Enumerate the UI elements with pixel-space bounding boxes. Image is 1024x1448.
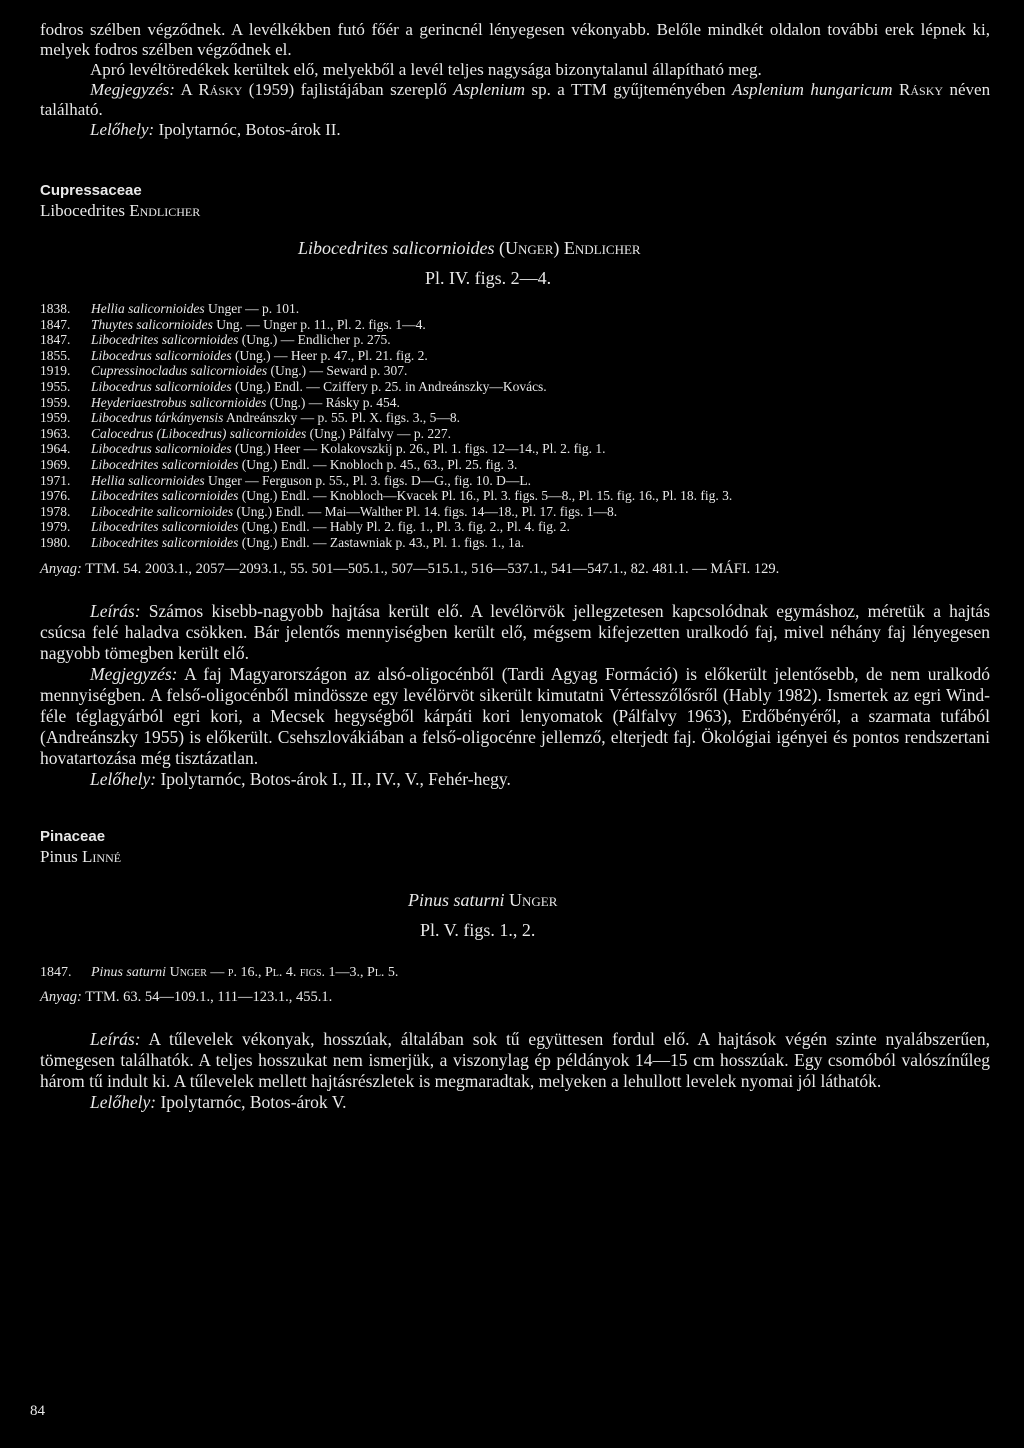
synonym-name: Libocedrites salicornioides: [91, 534, 239, 550]
synonym-year: 1855.: [40, 347, 71, 363]
synonym-name: Hellia salicornioides: [91, 301, 205, 316]
plate-reference-pinus: Pl. V. figs. 1., 2.: [420, 919, 536, 940]
synonym-row: [40, 379, 990, 395]
paragraph-fragments: Apró levéltöredékek kerültek elő, melyekből a levél teljes nagysága bizonytalanul állapítható meg.: [90, 60, 762, 79]
synonym-name: Libocedrites salicornioides: [91, 456, 239, 472]
synonym-row: [40, 519, 990, 535]
synonym-row: [40, 348, 990, 364]
synonym-row: [40, 504, 990, 520]
synonym-name: Heyderiaestrobus salicornioides: [91, 394, 267, 410]
material-pinaceae: Anyag: TTM. 63. 54—109.1., 111—123.1., 455.1.: [40, 989, 333, 1006]
synonym-reference: (Ung.) — Heer p. 47., Pl. 21. fig. 2.: [235, 347, 428, 363]
synonym-name: Calocedrus (Libocedrus) salicornioides: [91, 425, 307, 441]
synonym-reference: Unger — p. 101.: [208, 301, 300, 316]
synonym-row: [40, 317, 990, 333]
synonym-year: 1976.: [40, 488, 71, 504]
synonym-reference: (Ung.) Endl. — Zastawniak p. 43., Pl. 1. figs. 1., 1a.: [241, 534, 525, 550]
synonym-reference: (Ung.) — Endlicher p. 275.: [241, 332, 391, 348]
synonym-name: Libocedrus salicornioides: [91, 378, 232, 394]
synonym-pinus: 1847. Pinus saturni Unger — p. 16., Pl. 4. figs. 1—3., Pl. 5.: [40, 964, 399, 980]
synonym-year: 1959.: [40, 410, 71, 426]
material-cupressaceae: Anyag: TTM. 54. 2003.1., 2057—2093.1., 55. 501—505.1., 507—515.1., 516—537.1., 541—547.1., 82. 481.1. — MÁFI. 129.: [40, 560, 780, 577]
synonym-year: 1978.: [40, 503, 71, 519]
genus-libocedrites: Libocedrites Endlicher: [40, 201, 201, 220]
synonym-name: Libocedrites salicornioides: [91, 519, 239, 535]
synonym-reference: Unger — Ferguson p. 55., Pl. 3. figs. D—G., fig. 10. D—L.: [208, 472, 531, 488]
synonym-reference: (Ung.) Endl. — Knobloch p. 45., 63., Pl. 25. fig. 3.: [241, 456, 518, 472]
synonym-name: Libocedrites salicornioides: [91, 332, 239, 348]
synonym-year: 1969.: [40, 456, 71, 472]
synonym-list: [40, 301, 990, 551]
synonym-row: [40, 363, 990, 379]
synonym-year: 1980.: [40, 534, 71, 550]
description-pinaceae: Leírás: A tűlevelek vékonyak, hosszúak, általában sok tű együttesen fordul elő. A hajtások végén szinte nyalábszerűen, tömegesen találhatók. A teljes hosszukat nem ismerjük, a viszonylag ép példányok 14—15 cm hosszúak. Egy csomóból valószínűleg három tű indult ki. A tűlevelek mellett hajtásrészletek is megmaradtak, melyeken a lehullott levelek nyomai jól láthatók.: [40, 1029, 990, 1092]
synonym-reference: (Ung.) Pálfalvy — p. 227.: [309, 425, 451, 441]
synonym-name: Thuytes salicornioides: [91, 316, 213, 332]
synonym-reference: (Ung.) Endl. — Hably Pl. 2. fig. 1., Pl. 3. fig. 2., Pl. 4. fig. 2.: [241, 519, 570, 535]
page-number: 84: [30, 1403, 45, 1419]
synonym-year: 1979.: [40, 519, 71, 535]
synonym-reference: (Ung.) — Seward p. 307.: [270, 363, 408, 379]
family-cupressaceae: Cupressaceae: [40, 182, 142, 199]
synonym-year: 1838.: [40, 301, 71, 316]
family-pinaceae: Pinaceae: [40, 827, 106, 845]
synonym-year: 1955.: [40, 378, 71, 394]
synonym-row: [40, 535, 990, 551]
synonym-name: Cupressinocladus salicornioides: [91, 363, 268, 379]
locality-top: Lelőhely: Ipolytarnóc, Botos-árok II.: [90, 120, 341, 139]
page: [40, 20, 990, 1113]
synonym-reference: (Ung.) — Rásky p. 454.: [269, 394, 400, 410]
synonym-year: 1971.: [40, 472, 71, 488]
synonym-reference: (Ung.) Heer — Kolakovszkij p. 26., Pl. 1. figs. 12—14., Pl. 2. fig. 1.: [235, 441, 606, 457]
synonym-row: [40, 332, 990, 348]
species-heading-libocedrites: Libocedrites salicornioides (Unger) Endlicher: [298, 238, 641, 258]
synonym-row: [40, 410, 990, 426]
synonym-year: 1847.: [40, 332, 71, 348]
genus-pinus: Pinus Linné: [40, 846, 122, 866]
synonym-name: Hellia salicornioides: [91, 472, 205, 488]
synonym-reference: (Ung.) Endl. — Cziffery p. 25. in Andreánszky—Kovács.: [235, 378, 547, 394]
synonym-year: 1959.: [40, 394, 71, 410]
synonym-reference: Ung. — Unger p. 11., Pl. 2. figs. 1—4.: [216, 316, 426, 332]
synonym-row: [40, 441, 990, 457]
note-label: Megjegyzés:: [90, 80, 175, 99]
synonym-year: 1964.: [40, 441, 71, 457]
synonym-reference: (Ung.) Endl. — Mai—Walther Pl. 14. figs. 14—18., Pl. 17. figs. 1—8.: [236, 503, 618, 519]
synonym-name: Libocedrus salicornioides: [91, 441, 232, 457]
species-heading-pinus: Pinus saturni Unger: [408, 889, 558, 910]
synonym-name: Libocedrus tárkányensis: [91, 410, 224, 426]
synonym-year: 1963.: [40, 425, 71, 441]
plate-reference: Pl. IV. figs. 2—4.: [425, 268, 552, 288]
synonym-row: [40, 301, 990, 317]
synonym-row: [40, 457, 990, 473]
synonym-reference: (Ung.) Endl. — Knobloch—Kvacek Pl. 16., Pl. 3. figs. 5—8., Pl. 15. fig. 16., Pl. 18. fig. 3.: [241, 488, 733, 504]
synonym-reference: Andreánszky — p. 55. Pl. X. figs. 3., 5—8.: [226, 410, 460, 426]
remark-cupressaceae: Megjegyzés: A faj Magyarországon az alsó-oligocénből (Tardi Agyag Formáció) is előkerült jelentősebb, de nem uralkodó mennyiségben. A felső-oligocénből mindössze egy levélörvöt sikerült kimutatni Vértesszőlősről (Hably 1982). Ismertek az egri Wind-féle téglagyárból egri kori, a Mecsek hegységből kárpáti kori lenyomatok (Pálfalvy 1963), Erdőbényéről, a szarmata tufából (Andreánszky 1955) is előkerült. Csehszlovákiában a felső-oligocénre jellemző, elterjedt faj. Ökológiai igényei és pontos rendszertani hovatartozása még tisztázatlan.: [40, 663, 990, 768]
locality-cupressaceae: Lelőhely: Ipolytarnóc, Botos-árok I., II., IV., V., Fehér-hegy.: [90, 768, 511, 789]
synonym-year: 1847.: [40, 316, 71, 332]
synonym-name: Libocedrus salicornioides: [91, 347, 232, 363]
locality-pinaceae: Lelőhely: Ipolytarnóc, Botos-árok V.: [90, 1092, 347, 1113]
synonym-row: [40, 426, 990, 442]
synonym-row: [40, 395, 990, 411]
synonym-year: 1919.: [40, 363, 71, 379]
synonym-row: [40, 473, 990, 489]
synonym-row: [40, 488, 990, 504]
description-cupressaceae: Leírás: Számos kisebb-nagyobb hajtása került elő. A levélörvök jellegzetesen kapcsolódnak egymáshoz, méretük a hajtás csúcsa felé haladva csökken. Bár jelentős mennyiségben került elő, mégsem kifejezetten uralkodó faj, mivel néhány faj lényegesen nagyobb tömegben került elő.: [40, 600, 991, 663]
note-asplenium: Megjegyzés: A Rásky (1959) fajlistájában szereplő Asplenium sp. a TTM gyűjteményében Asplenium hungaricum Rásky néven található.: [40, 80, 991, 119]
synonym-name: Libocedrite salicornioides: [91, 503, 234, 519]
synonym-name: Libocedrites salicornioides: [91, 488, 239, 504]
paragraph-continuation: fodros szélben végződnek. A levélkékben futó főér a gerincnél lényegesen vékonyabb. Belőle mindkét oldalon további erek lépnek ki, melyek fodros szélben végződnek el.: [40, 20, 990, 59]
